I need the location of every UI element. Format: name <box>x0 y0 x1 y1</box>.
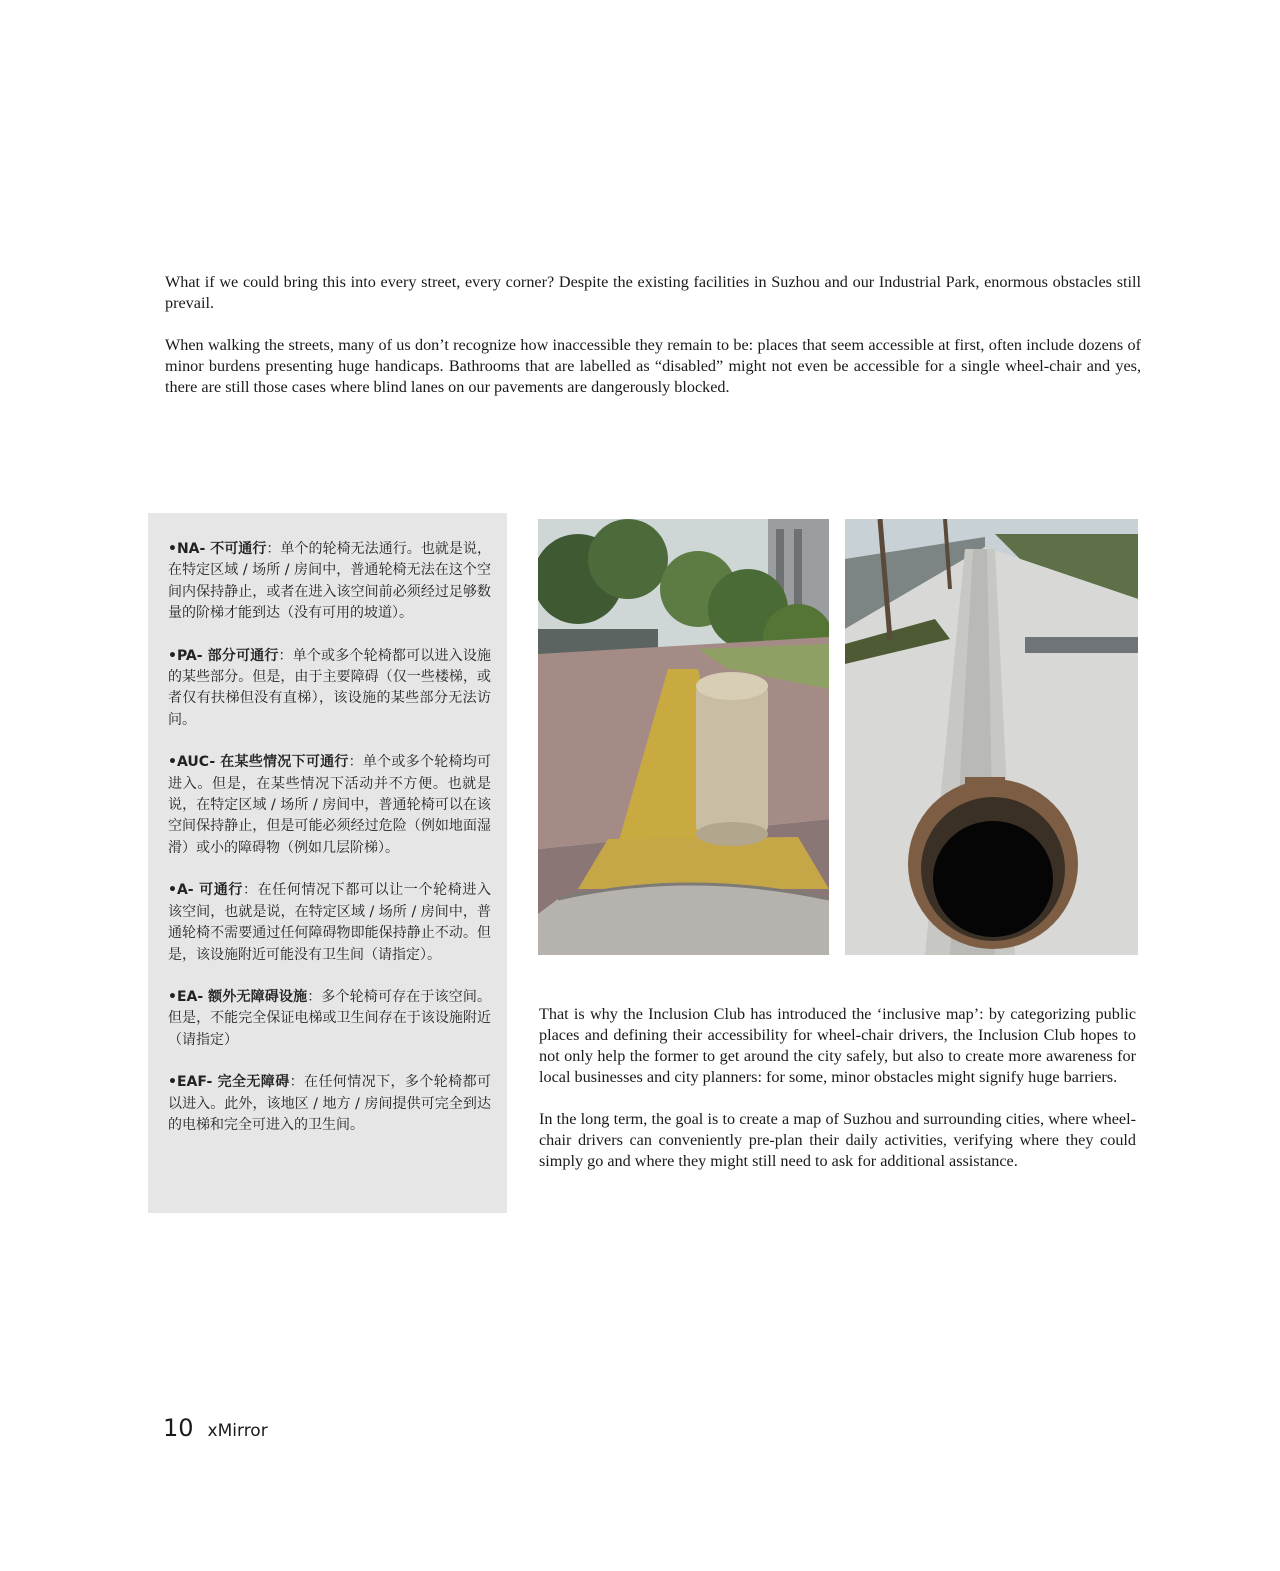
intro-paragraph-1: What if we could bring this into every street, every corner? Despite the existing facilities in Suzhou and our Industrial Park, enormous obstacles still prevail. <box>165 273 1141 312</box>
body-paragraph-1: That is why the Inclusion Club has introduced the ‘inclusive map’: by categorizing public places and defining their accessibility for wheel-chair drivers, the Inclusion Club hopes to not only help the former to get around the city safely, but also to create more awareness for local businesses and city planners: for some, minor obstacles might signify huge barriers. <box>539 1005 1136 1086</box>
legend-entry-pa <box>168 646 491 732</box>
legend-text: ：多个轮椅可存在于该空间。但是，不能完全保证电梯或卫生间存在于该设施附近（请指定） <box>168 988 491 1048</box>
page-number: 10 <box>163 1414 194 1442</box>
photo-open-manhole <box>845 519 1138 955</box>
intro-paragraph-2: When walking the streets, many of us don’t recognize how inaccessible they remain to be: places that seem accessible at first, often include dozens of minor burdens presenting huge handicaps. Bathrooms that are labelled as “disabled” might not even be accessible for a single wheel-chair and yes, there are still those cases where blind lanes on our pavements are dangerously blocked. <box>165 336 1141 396</box>
legend-text: ：在任何情况下，多个轮椅都可以进入。此外，该地区 / 地方 / 房间提供可完全到达的电梯和完全可进入的卫生间。 <box>168 1074 491 1133</box>
legend-entry-auc <box>168 752 491 859</box>
photo-bollard-on-blind-lane <box>538 519 829 955</box>
legend-text: ：单个或多个轮椅均可进入。但是，在某些情况下活动并不方便。也就是说，在特定区域 / 场所 / 房间中，普通轮椅可以在该空间保持静止，但是可能必须经过危险（例如地面湿滑）或小的障碍物（例如几层阶梯）。 <box>168 754 491 856</box>
legend-code: •A- 可通行 <box>168 882 243 899</box>
legend-entry-na <box>168 539 491 625</box>
legend-text: ：单个或多个轮椅都可以进入设施的某些部分。但是，由于主要障碍（仅一些楼梯，或者仅有扶梯但没有直梯），该设施的某些部分无法访问。 <box>168 647 491 728</box>
body-text <box>539 1004 1136 1193</box>
legend-text: ：单个的轮椅无法通行。也就是说，在特定区域 / 场所 / 房间中，普通轮椅无法在这个空间内保持静止，或者在进入该空间前必须经过足够数量的阶梯才能到达（没有可用的坡道）。 <box>168 541 491 622</box>
accessibility-legend-box <box>148 513 507 1213</box>
legend-entry-a <box>168 880 491 966</box>
legend-entry-ea <box>168 987 491 1051</box>
page-footer <box>163 1414 268 1442</box>
legend-code: •PA- 部分可通行 <box>168 647 279 664</box>
legend-code: •EA- 额外无障碍设施 <box>168 988 308 1005</box>
body-paragraph-2: In the long term, the goal is to create a map of Suzhou and surrounding cities, where wheel-chair drivers can conveniently pre-plan their daily activities, verifying where they could simply go and where they might still need to ask for additional assistance. <box>539 1110 1136 1170</box>
magazine-name: xMirror <box>207 1421 268 1441</box>
intro-text <box>165 272 1141 419</box>
legend-entry-eaf <box>168 1072 491 1136</box>
legend-code: •AUC- 在某些情况下可通行 <box>168 754 349 771</box>
legend-text: ：在任何情况下都可以让一个轮椅进入该空间，也就是说，在特定区域 / 场所 / 房间中，普通轮椅不需要通过任何障碍物即能保持静止不动。但是，该设施附近可能没有卫生间（请指定）。 <box>168 882 492 963</box>
legend-code: •EAF- 完全无障碍 <box>168 1074 290 1091</box>
legend-code: •NA- 不可通行 <box>168 541 267 557</box>
